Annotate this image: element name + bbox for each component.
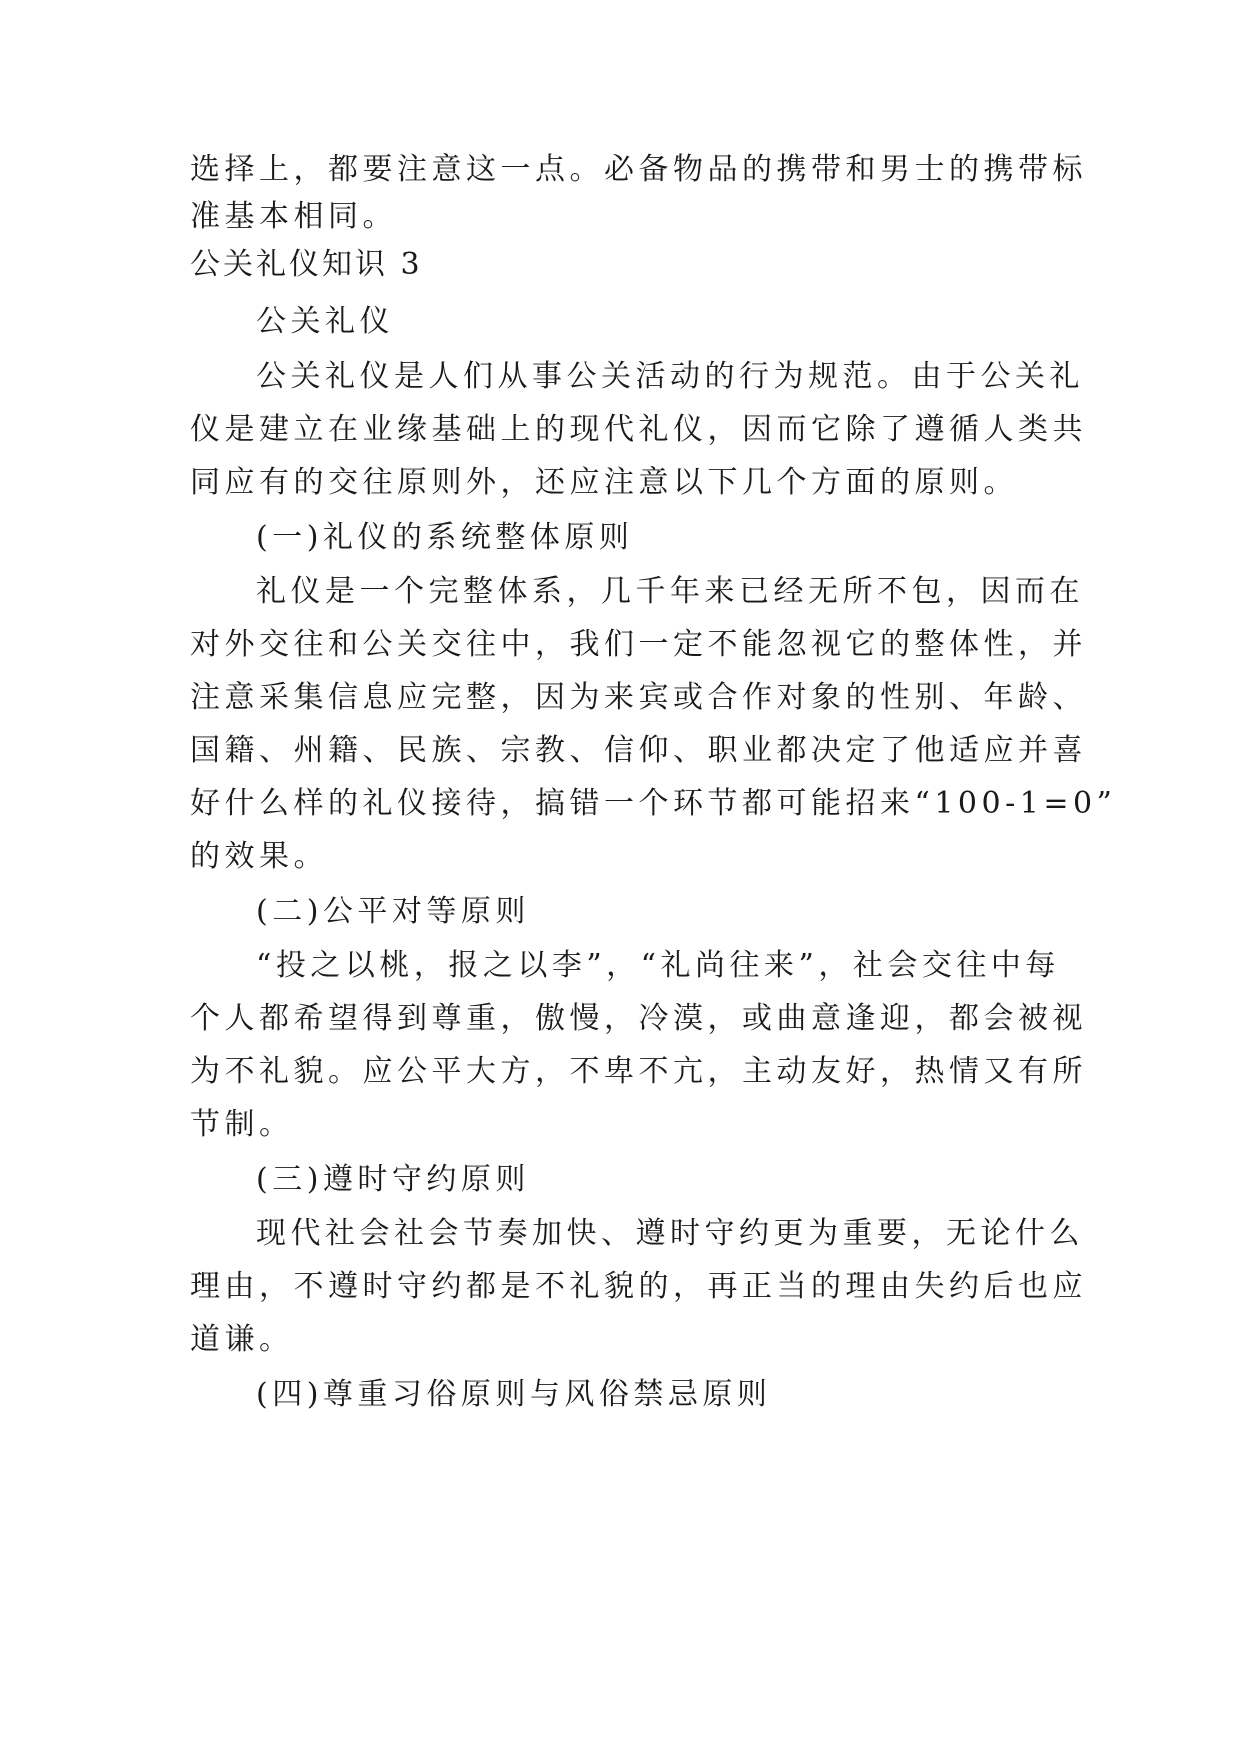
- principle-heading: (三)遵时守约原则: [256, 1162, 530, 1197]
- paragraph-line: 的效果。: [190, 839, 328, 874]
- paragraph-line: “投之以桃，报之以李”，“礼尚往来”，社会交往中每: [256, 948, 1060, 983]
- paragraph-line: 对外交往和公关交往中，我们一定不能忽视它的整体性，并: [190, 627, 1087, 662]
- paragraph-line: 个人都希望得到尊重，傲慢，冷漠，或曲意逢迎，都会被视: [190, 1001, 1087, 1036]
- paragraph-line: 为不礼貌。应公平大方，不卑不亢，主动友好，热情又有所: [190, 1054, 1087, 1089]
- paragraph-line: 仪是建立在业缘基础上的现代礼仪，因而它除了遵循人类共: [190, 412, 1087, 447]
- paragraph-line: 好什么样的礼仪接待，搞错一个环节都可能招来“100-1=0”: [190, 786, 1117, 821]
- principle-heading: (一)礼仪的系统整体原则: [256, 520, 634, 555]
- paragraph-line: 同应有的交往原则外，还应注意以下几个方面的原则。: [190, 465, 1018, 500]
- paragraph-line: 礼仪是一个完整体系，几千年来已经无所不包，因而在: [256, 574, 1084, 609]
- paragraph-line: 节制。: [190, 1107, 294, 1142]
- section-heading: 公关礼仪知识 3: [190, 247, 423, 282]
- principle-heading: (二)公平对等原则: [256, 894, 530, 929]
- paragraph-line: 选择上，都要注意这一点。必备物品的携带和男士的携带标: [190, 152, 1087, 187]
- paragraph-line: 国籍、州籍、民族、宗教、信仰、职业都决定了他适应并喜: [190, 733, 1087, 768]
- paragraph-line: 现代社会社会节奏加快、遵时守约更为重要，无论什么: [256, 1216, 1084, 1251]
- paragraph-line: 道谦。: [190, 1322, 294, 1357]
- paragraph-line: 注意采集信息应完整，因为来宾或合作对象的性别、年龄、: [190, 680, 1087, 715]
- paragraph-line: 准基本相同。: [190, 199, 397, 234]
- paragraph-line: 理由，不遵时守约都是不礼貌的，再正当的理由失约后也应: [190, 1269, 1087, 1304]
- principle-heading: (四)尊重习俗原则与风俗禁忌原则: [256, 1377, 772, 1412]
- subsection-title: 公关礼仪: [256, 304, 394, 339]
- paragraph-line: 公关礼仪是人们从事公关活动的行为规范。由于公关礼: [256, 359, 1084, 394]
